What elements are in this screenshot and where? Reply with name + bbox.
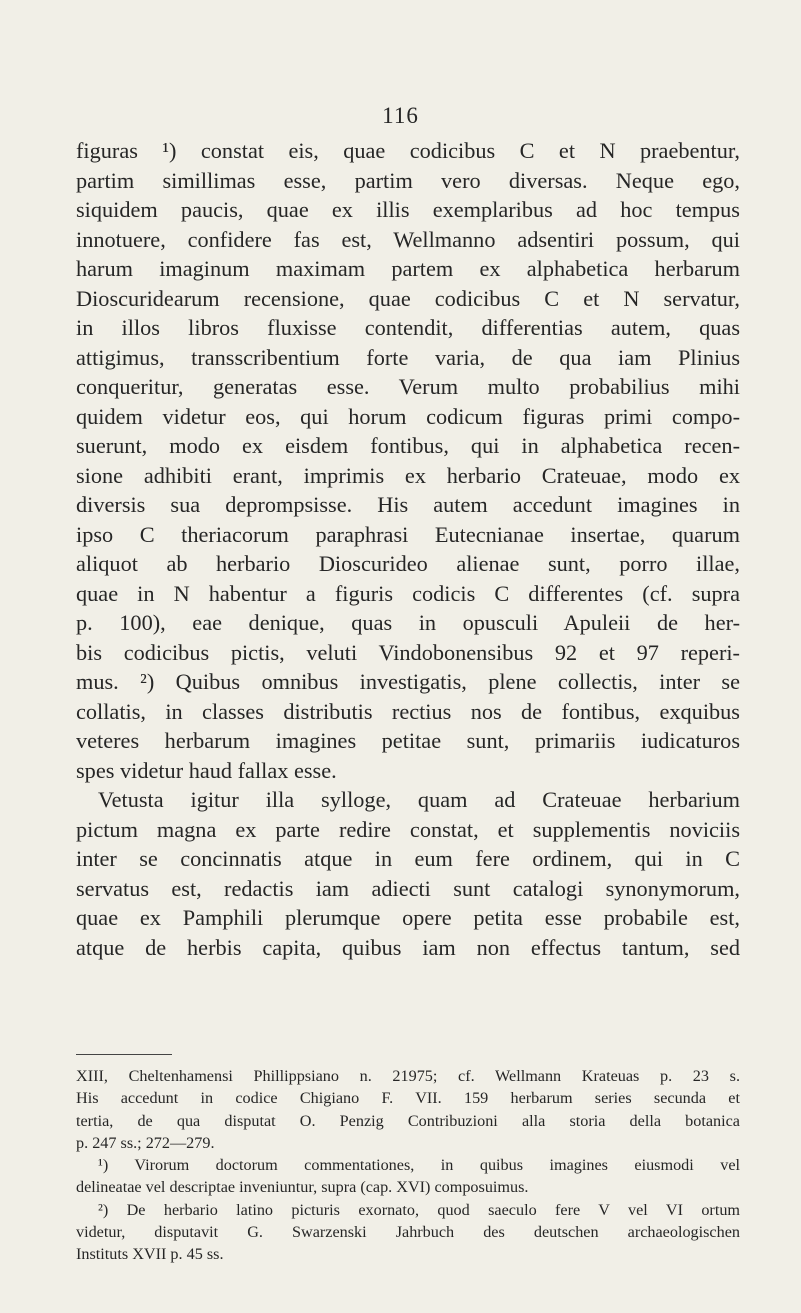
- text-line: Dioscuridearum recensione, quae codicibus C et N servatur,: [76, 285, 740, 311]
- footnote-line: tertia, de qua disputat O. Penzig Contribuzioni alla storia della botanica: [76, 1111, 740, 1130]
- text-line: innotuere, confidere fas est, Wellmanno adsentiri possum, qui: [76, 226, 740, 252]
- text-line: partim simillimas esse, partim vero diversas. Neque ego,: [76, 167, 740, 193]
- footnote-line: His accedunt in codice Chigiano F. VII. 159 herbarum series secunda et: [76, 1089, 740, 1108]
- text-line: diversis sua deprompsisse. His autem accedunt imagines in: [76, 492, 740, 517]
- text-line: spes videtur haud fallax esse.: [76, 757, 337, 783]
- text-line: suerunt, modo ex eisdem fontibus, qui in alphabetica recen-: [76, 433, 740, 458]
- footnotes: [76, 1065, 740, 1266]
- text-line: conqueritur, generatas esse. Verum multo probabilius mihi: [76, 374, 740, 399]
- text-line: bis codicibus pictis, veluti Vindobonensibus 92 et 97 reperi-: [76, 639, 740, 665]
- text-line: in illos libros fluxisse contendit, differentias autem, quas: [76, 315, 740, 340]
- footnote-line: Instituts XVII p. 45 ss.: [76, 1245, 224, 1264]
- text-line: collatis, in classes distributis rectius nos de fontibus, exquibus: [76, 698, 740, 724]
- text-line: inter se concinnatis atque in eum fere ordinem, qui in C: [76, 846, 740, 871]
- footnote-line: delineatae vel descriptae inveniuntur, supra (cap. XVI) composuimus.: [76, 1178, 529, 1197]
- text-line: quidem videtur eos, qui horum codicum figuras primi compo-: [76, 403, 740, 429]
- footnote-line: videtur, disputavit G. Swarzenski Jahrbuch des deutschen archaeologischen: [76, 1223, 740, 1242]
- footnote-line: ¹) Virorum doctorum commentationes, in quibus imagines eiusmodi vel: [98, 1156, 740, 1175]
- text-line: ipso C theriacorum paraphrasi Eutecnianae insertae, quarum: [76, 521, 740, 547]
- text-line: attigimus, transscribentium forte varia, de qua iam Plinius: [76, 344, 740, 370]
- text-line: quae ex Pamphili plerumque opere petita esse probabile est,: [76, 905, 740, 930]
- text-line: veteres herbarum imagines petitae sunt, primariis iudicaturos: [76, 728, 740, 753]
- text-line: siquidem paucis, quae ex illis exemplaribus ad hoc tempus: [76, 197, 740, 222]
- text-line: figuras ¹) constat eis, quae codicibus C et N praebentur,: [76, 138, 740, 163]
- text-line: servatus est, redactis iam adiecti sunt catalogi synonymorum,: [76, 875, 740, 901]
- text-line: sione adhibiti erant, imprimis ex herbario Crateuae, modo ex: [76, 462, 740, 488]
- footnote-divider: [76, 1054, 172, 1055]
- footnote-line: XIII, Cheltenhamensi Phillippsiano n. 21975; cf. Wellmann Krateuas p. 23 s.: [76, 1067, 740, 1085]
- text-line: aliquot ab herbario Dioscurideo alienae sunt, porro illae,: [76, 551, 740, 576]
- text-line: mus. ²) Quibus omnibus investigatis, plene collectis, inter se: [76, 669, 740, 694]
- text-line: pictum magna ex parte redire constat, et supplementis noviciis: [76, 816, 740, 842]
- page-number: 116: [382, 103, 419, 128]
- text-line: quae in N habentur a figuris codicis C differentes (cf. supra: [76, 580, 740, 606]
- footnote-line: p. 247 ss.; 272—279.: [76, 1133, 215, 1152]
- text-line: harum imaginum maximam partem ex alphabetica herbarum: [76, 256, 740, 281]
- text-line: atque de herbis capita, quibus iam non effectus tantum, sed: [76, 934, 740, 960]
- text-line: p. 100), eae denique, quas in opusculi Apuleii de her-: [76, 610, 740, 635]
- text-line: Vetusta igitur illa sylloge, quam ad Crateuae herbarium: [98, 787, 740, 812]
- footnote-line: ²) De herbario latino picturis exornato, quod saeculo fere V vel VI ortum: [98, 1200, 740, 1219]
- main-text: [76, 136, 740, 962]
